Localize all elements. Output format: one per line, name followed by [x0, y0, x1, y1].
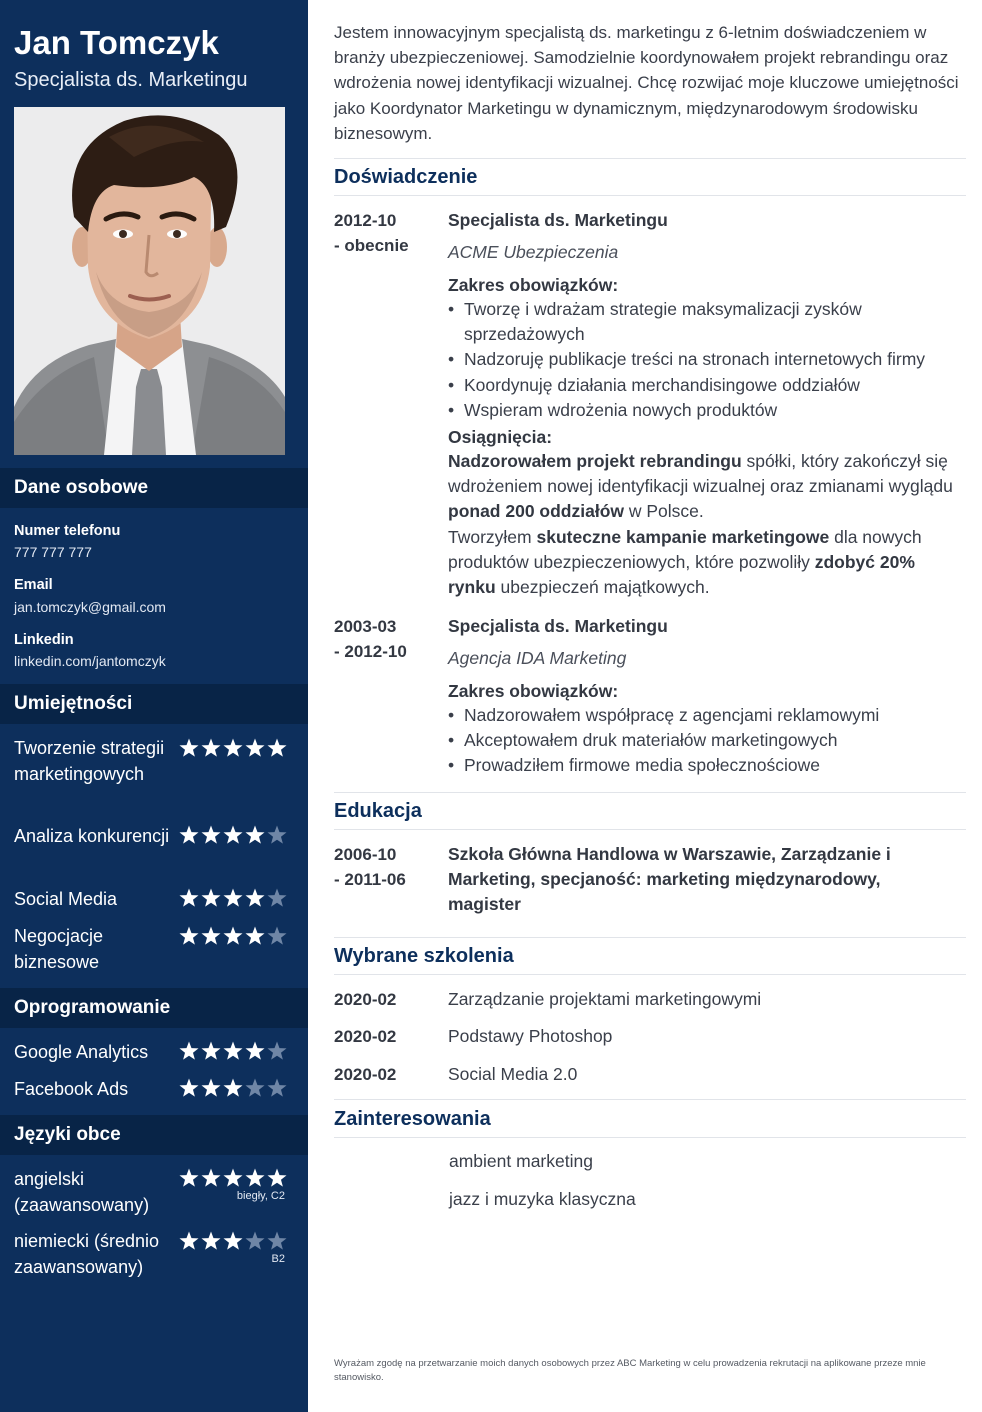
highlight-text: skuteczne kampanie marketingowe: [536, 527, 830, 547]
star-empty-icon: [267, 1042, 286, 1060]
language-rating-stars: [179, 1168, 287, 1188]
duty-item: • Koordynuję działania merchandisingowe oddziałów: [448, 373, 963, 398]
star-filled-icon: [179, 739, 198, 757]
duty-item: • Tworzę i wdrażam strategie maksymalizacji zysków sprzedażowych: [448, 297, 963, 347]
duty-item: • Nadzorowałem współpracę z agencjami reklamowymi: [448, 703, 963, 728]
section-title-trainings: Wybrane szkolenia: [334, 945, 514, 967]
star-filled-icon: [179, 889, 198, 907]
duty-item: • Prowadziłem firmowe media społecznościowe: [448, 753, 963, 778]
profile-photo: [14, 107, 285, 455]
profile-summary: Jestem innowacyjnym specjalistą ds. marketingu z 6-letnim doświadczeniem w branży ubezpieczeniowej. Samodzielnie koordynowałem projekt rebrandingu oraz wdrożenia nowej identyfikacji wizualnej. Chcę rozwijać moje kluczowe umiejętności jako Koordynator Marketingu w dynamicznym, międzynarodowym środowisku biznesowym.: [334, 23, 959, 143]
section-title-education: Edukacja: [334, 800, 422, 822]
achievement-text: [448, 449, 963, 525]
star-filled-icon: [201, 1042, 220, 1060]
date-from: 2012-10: [334, 211, 397, 230]
duties-heading: Zakres obowiązków:: [448, 681, 619, 701]
divider: [334, 829, 966, 830]
language-name: niemiecki (średnio zaawansowany): [14, 1231, 160, 1277]
star-filled-icon: [179, 1079, 198, 1097]
star-empty-icon: [245, 1079, 264, 1097]
star-filled-icon: [201, 1079, 220, 1097]
candidate-name: Jan Tomczyk: [14, 24, 219, 61]
star-filled-icon: [245, 1042, 264, 1060]
company-name: Agencja IDA Marketing: [448, 648, 627, 668]
job-date: [334, 614, 434, 664]
star-filled-icon: [223, 826, 242, 844]
star-filled-icon: [179, 826, 198, 844]
highlight-text: zdobyć 20% rynku: [448, 552, 915, 598]
language-rating-stars: [179, 1231, 287, 1251]
skill-name: Tworzenie strategii marketingowych: [14, 738, 165, 784]
text-run: Tworzyłem: [448, 527, 537, 547]
star-filled-icon: [201, 889, 220, 907]
star-filled-icon: [179, 1042, 198, 1060]
achievement-text: [448, 525, 963, 601]
education-entry: Szkoła Główna Handlowa w Warszawie, Zarządzanie i Marketing, specjaność: marketing międzynarodowy, magister: [448, 844, 891, 915]
skill-rating-stars: [179, 738, 287, 758]
phone-value: 777 777 777: [14, 544, 92, 560]
divider: [334, 937, 966, 938]
star-filled-icon: [201, 1169, 220, 1187]
achievements-heading: Osiągnięcia:: [448, 427, 553, 447]
star-filled-icon: [223, 889, 242, 907]
star-filled-icon: [179, 1169, 198, 1187]
date-to: - 2011-06: [334, 870, 406, 889]
skill-name: Social Media: [14, 889, 118, 909]
language-level: biegły, C2: [236, 1190, 285, 1202]
star-filled-icon: [201, 826, 220, 844]
star-filled-icon: [267, 739, 286, 757]
training-name: Podstawy Photoshop: [448, 1026, 613, 1046]
company-name: ACME Ubezpieczenia: [448, 242, 619, 262]
duty-item: • Akceptowałem druk materiałów marketingowych: [448, 728, 963, 753]
date-from: 2006-10: [334, 845, 397, 864]
star-empty-icon: [267, 826, 286, 844]
language-level: B2: [271, 1253, 285, 1265]
star-filled-icon: [223, 1169, 242, 1187]
star-filled-icon: [245, 826, 264, 844]
star-filled-icon: [201, 927, 220, 945]
date-from: 2003-03: [334, 617, 397, 636]
star-filled-icon: [201, 1232, 220, 1250]
skill-name: Analiza konkurencji: [14, 826, 170, 846]
star-filled-icon: [179, 1232, 198, 1250]
software-rating-stars: [179, 1041, 287, 1061]
software-name: Facebook Ads: [14, 1079, 129, 1099]
duty-item: • Nadzoruję publikacje treści na stronach internetowych firmy: [448, 347, 963, 372]
star-empty-icon: [267, 1232, 286, 1250]
divider: [334, 1099, 966, 1100]
star-filled-icon: [267, 1169, 286, 1187]
text-run: spółki, który zakończył się wdrożeniem nowej identyfikacji wizualnej oraz zmianami wyglądu: [448, 451, 953, 497]
skill-rating-stars: [179, 825, 287, 845]
training-date: 2020-02: [334, 1027, 397, 1046]
star-filled-icon: [223, 1232, 242, 1250]
star-filled-icon: [223, 927, 242, 945]
star-filled-icon: [201, 739, 220, 757]
date-to: - 2012-10: [334, 642, 407, 661]
star-filled-icon: [245, 1169, 264, 1187]
divider: [334, 1137, 966, 1138]
software-name: Google Analytics: [14, 1042, 149, 1062]
sidebar: [0, 0, 308, 1412]
job-title: Specjalista ds. Marketingu: [448, 616, 668, 636]
training-name: Social Media 2.0: [448, 1064, 578, 1084]
section-title-experience: Doświadczenie: [334, 166, 478, 188]
interest-item: ambient marketing: [449, 1151, 593, 1171]
duties-list: [448, 297, 963, 423]
training-name: Zarządzanie projektami marketingowymi: [448, 989, 762, 1009]
candidate-role: Specjalista ds. Marketingu: [14, 69, 248, 91]
star-empty-icon: [267, 1079, 286, 1097]
star-filled-icon: [245, 889, 264, 907]
text-run: ubezpieczeń majątkowych.: [495, 577, 710, 598]
duty-item: • Wspieram wdrożenia nowych produktów: [448, 398, 963, 423]
star-filled-icon: [179, 927, 198, 945]
job-title: Specjalista ds. Marketingu: [448, 210, 668, 230]
interest-item: jazz i muzyka klasyczna: [449, 1189, 636, 1209]
skill-name: Negocjacje biznesowe: [14, 926, 104, 972]
duties-list: [448, 703, 963, 779]
job-date: [334, 208, 434, 258]
skills-heading: Umiejętności: [0, 684, 308, 724]
star-filled-icon: [223, 1042, 242, 1060]
phone-label: Numer telefonu: [14, 523, 121, 539]
star-filled-icon: [245, 927, 264, 945]
duties-heading: Zakres obowiązków:: [448, 275, 619, 295]
star-filled-icon: [223, 1079, 242, 1097]
language-name: angielski (zaawansowany): [14, 1169, 150, 1215]
education-date: [334, 842, 434, 892]
email-value[interactable]: jan.tomczyk@gmail.com: [14, 599, 166, 615]
divider: [334, 158, 966, 159]
linkedin-label: Linkedin: [14, 632, 74, 648]
email-label: Email: [14, 577, 53, 593]
highlight-text: ponad 200 oddziałów: [448, 501, 624, 522]
software-rating-stars: [179, 1078, 287, 1098]
text-run: w Polsce.: [624, 501, 704, 522]
skill-rating-stars: [179, 888, 287, 908]
text-run: dla nowych produktów ubezpieczeniowych, które pozwoliły: [448, 527, 922, 573]
date-to: - obecnie: [334, 236, 409, 255]
personal-data-heading: Dane osobowe: [0, 468, 308, 508]
divider: [334, 792, 966, 793]
divider: [334, 974, 966, 975]
gdpr-consent-clause: Wyrażam zgodę na przetwarzanie moich danych osobowych przez ABC Marketing w celu prowadzenia rekrutacji na aplikowane przeze mnie stanowisko.: [334, 1358, 926, 1383]
languages-heading: Języki obce: [0, 1115, 308, 1155]
training-date: 2020-02: [334, 990, 397, 1009]
training-date: 2020-02: [334, 1065, 397, 1084]
star-empty-icon: [245, 1232, 264, 1250]
star-empty-icon: [267, 927, 286, 945]
highlight-text: Nadzorowałem projekt rebrandingu: [448, 451, 742, 471]
linkedin-value[interactable]: linkedin.com/jantomczyk: [14, 653, 166, 669]
star-empty-icon: [267, 889, 286, 907]
star-filled-icon: [223, 739, 242, 757]
divider: [334, 195, 966, 196]
software-heading: Oprogramowanie: [0, 988, 308, 1028]
section-title-interests: Zainteresowania: [334, 1108, 491, 1130]
star-filled-icon: [245, 739, 264, 757]
skill-rating-stars: [179, 926, 287, 946]
